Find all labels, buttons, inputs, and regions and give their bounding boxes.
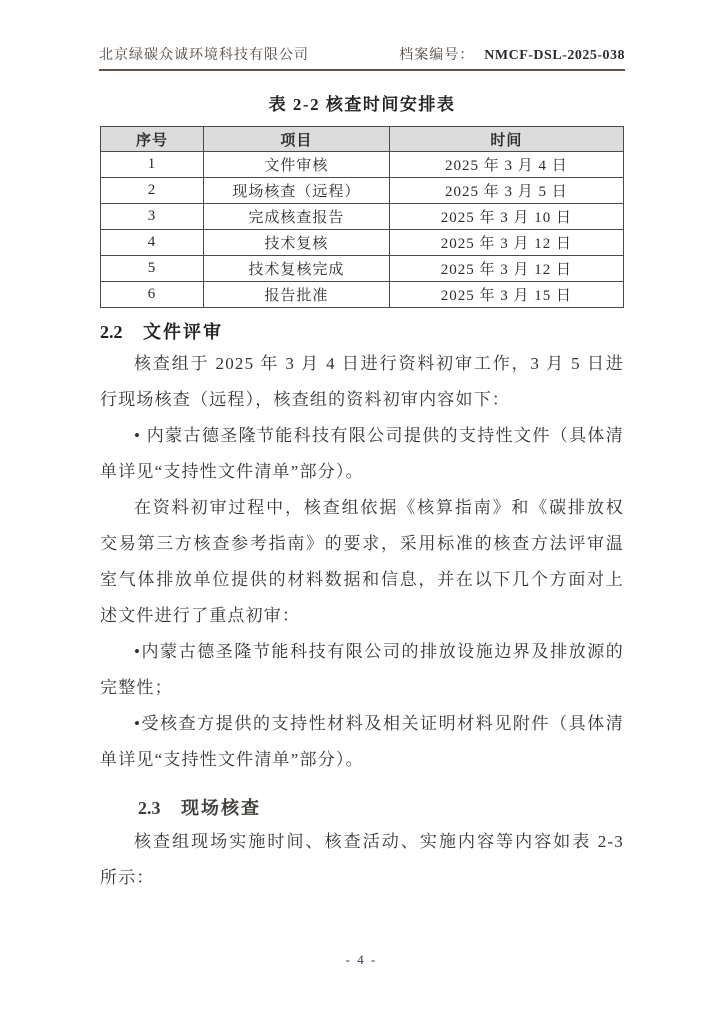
paragraph: 在资料初审过程中，核查组依据《核算指南》和《碳排放权交易第三方核查参考指南》的要求，采用标准的核查方法评审温室气体排放单位提供的材料数据和信息，并在以下几个方面对上述文件进行了重点初审： [100, 498, 624, 625]
cell-item: 文件审核 [204, 152, 390, 178]
table-row [101, 256, 624, 282]
table-caption: 表 2-2 核查时间安排表 [268, 95, 456, 114]
paragraph: 核查组现场实施时间、核查活动、实施内容等内容如表 2-3 所示： [100, 832, 624, 887]
section-title: 现场核查 [181, 798, 261, 818]
cell-item: 报告批准 [204, 282, 390, 308]
table-row [101, 230, 624, 256]
cell-no: 1 [101, 152, 204, 178]
cell-no: 2 [101, 178, 204, 204]
page-number: - 4 - [345, 952, 378, 967]
cell-time: 2025 年 3 月 15 日 [389, 282, 623, 308]
section-number: 2.2 [100, 322, 123, 342]
company-name: 北京绿碳众诚环境科技有限公司 [99, 48, 309, 63]
cell-no: 5 [101, 256, 204, 282]
bullet-item: •内蒙古德圣隆节能科技有限公司的排放设施边界及排放源的完整性； [100, 642, 624, 697]
table-row [101, 152, 624, 178]
cell-time: 2025 年 3 月 4 日 [389, 152, 623, 178]
archive-number-group [399, 44, 625, 64]
table-row [101, 282, 624, 308]
cell-no: 4 [101, 230, 204, 256]
bullet-item: •受核查方提供的支持性材料及相关证明材料见附件（具体清单详见“支持性文件清单”部分）。 [100, 714, 624, 769]
section-heading-2-3 [138, 794, 624, 820]
page-header [99, 44, 625, 71]
cell-time: 2025 年 3 月 12 日 [389, 256, 623, 282]
cell-item: 技术复核 [204, 230, 390, 256]
column-header-no: 序号 [101, 127, 204, 152]
verification-schedule-table [100, 126, 624, 308]
cell-no: 6 [101, 282, 204, 308]
archive-number-label: 档案编号： [399, 48, 475, 63]
table-row [101, 178, 624, 204]
table-header-row [101, 127, 624, 152]
paragraph: 核查组于 2025 年 3 月 4 日进行资料初审工作，3 月 5 日进行现场核查（远程），核查组的资料初审内容如下： [100, 354, 624, 409]
table-row [101, 204, 624, 230]
cell-no: 3 [101, 204, 204, 230]
cell-time: 2025 年 3 月 10 日 [389, 204, 623, 230]
cell-time: 2025 年 3 月 12 日 [389, 230, 623, 256]
archive-number-value: NMCF-DSL-2025-038 [484, 48, 625, 63]
cell-item: 技术复核完成 [204, 256, 390, 282]
section-number: 2.3 [138, 798, 161, 818]
page-content [100, 92, 624, 896]
column-header-time: 时间 [389, 127, 623, 152]
section-title: 文件评审 [143, 322, 223, 342]
bullet-item: • 内蒙古德圣隆节能科技有限公司提供的支持性文件（具体清单详见“支持性文件清单”部分）。 [100, 426, 624, 481]
cell-time: 2025 年 3 月 5 日 [389, 178, 623, 204]
section-heading-2-2 [100, 318, 624, 344]
column-header-item: 项目 [204, 127, 390, 152]
cell-item: 完成核查报告 [204, 204, 390, 230]
cell-item: 现场核查（远程） [204, 178, 390, 204]
